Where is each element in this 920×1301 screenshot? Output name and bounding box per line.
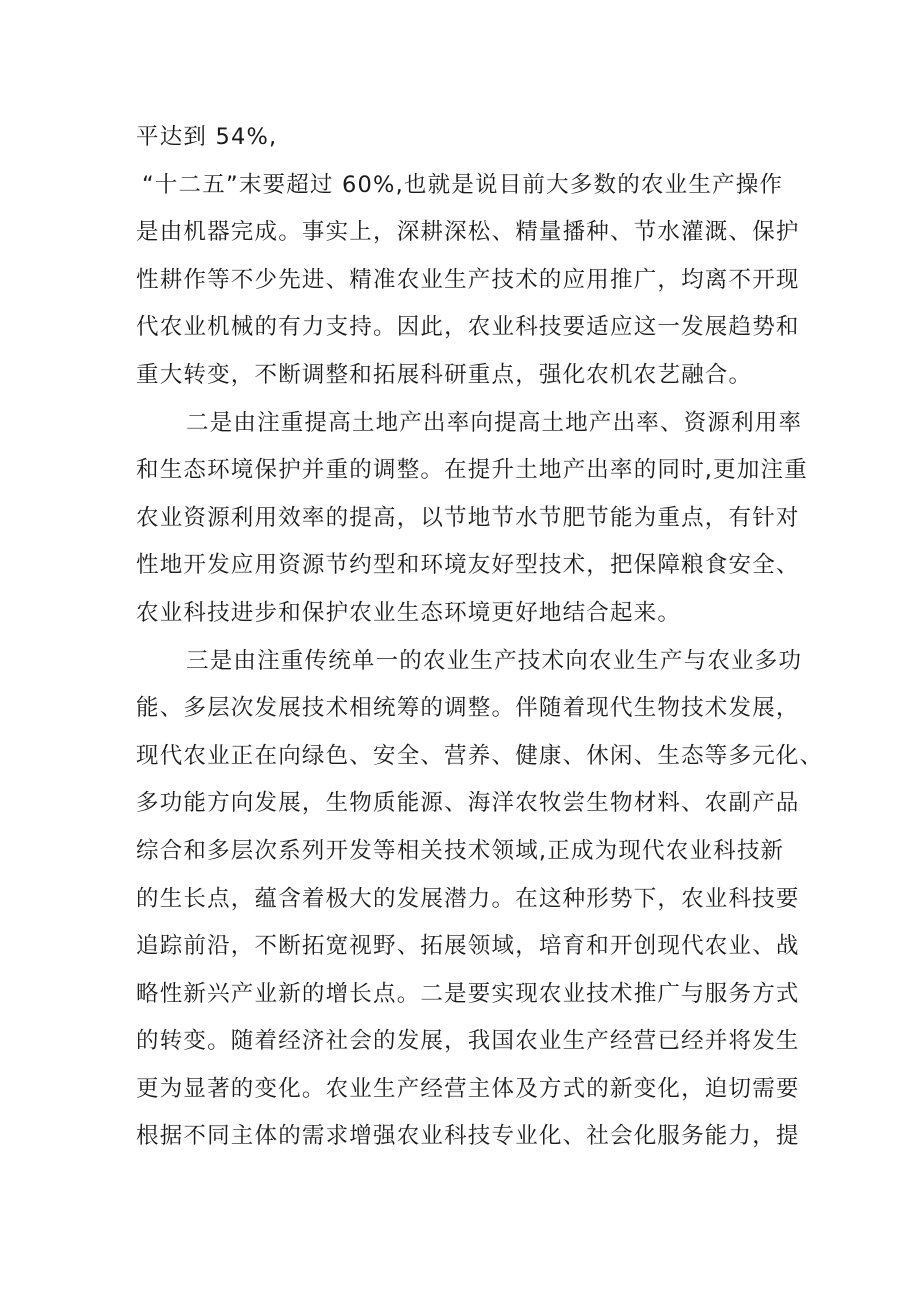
text-line: 重大转变，不断调整和拓展科研重点，强化农机农艺融合。 — [136, 361, 753, 388]
text-line: 根据不同主体的需求增强农业科技专业化、社会化服务能力，提 — [136, 1123, 800, 1150]
text-line: 是由机器完成。事实上，深耕深松、精量播种、节水灌溉、保护 — [136, 219, 800, 246]
body-text — [136, 114, 824, 1161]
text-line: 和生态环境保护并重的调整。在提升土地产出率的同时,更加注重 — [136, 457, 808, 484]
text-line: 略性新兴产业新的增长点。二是要实现农业技术推广与服务方式 — [136, 980, 800, 1007]
text-line: “十二五”末要超过 60%,也就是说目前大多数的农业生产操作 — [142, 171, 784, 198]
text-line: 现代农业正在向绿色、安全、营养、健康、休闲、生态等多元化、 — [136, 742, 824, 769]
text-line: 性耕作等不少先进、精准农业生产技术的应用推广，均离不开现 — [136, 266, 800, 293]
text-line: 代农业机械的有力支持。因此，农业科技要适应这一发展趋势和 — [136, 314, 800, 341]
paragraph-start: 三是由注重传统单一的农业生产技术向农业生产与农业多功 — [186, 647, 803, 674]
text-line: 农业资源利用效率的提高，以节地节水节肥节能为重点，有针对 — [136, 504, 800, 531]
text-line: 更为显著的变化。农业生产经营主体及方式的新变化，迫切需要 — [136, 1075, 800, 1102]
text-line: 平达到 54%, — [136, 124, 278, 150]
text-line: 多功能方向发展，生物质能源、海洋农牧尝生物材料、农副产品 — [136, 790, 800, 817]
text-line: 农业科技进步和保护农业生态环境更好地结合起来。 — [136, 599, 682, 626]
text-line: 综合和多层次系列开发等相关技术领域,正成为现代农业科技新 — [136, 837, 785, 864]
text-line: 的转变。随着经济社会的发展，我国农业生产经营已经并将发生 — [136, 1028, 800, 1055]
text-line: 能、多层次发展技术相统筹的调整。伴随着现代生物技术发展， — [136, 695, 800, 722]
text-line: 性地开发应用资源节约型和环境友好型技术，把保障粮食安全、 — [136, 552, 800, 579]
text-line: 的生长点，蕴含着极大的发展潜力。在这种形势下，农业科技要 — [136, 885, 800, 912]
text-line: 追踪前沿，不断拓宽视野、拓展领域，培育和开创现代农业、战 — [136, 933, 800, 960]
paragraph-start: 二是由注重提高土地产出率向提高土地产出率、资源利用率 — [186, 409, 803, 436]
